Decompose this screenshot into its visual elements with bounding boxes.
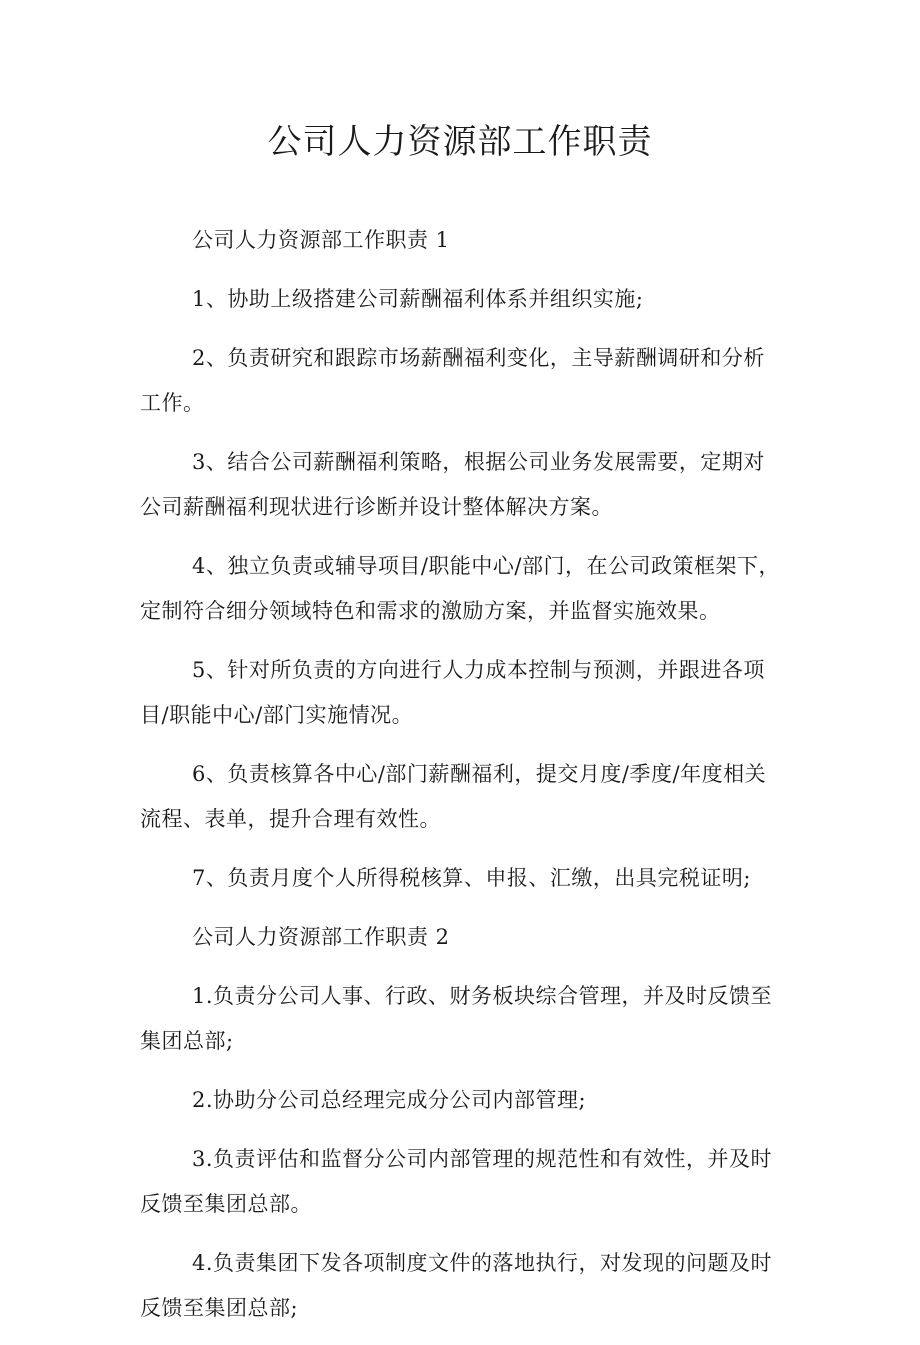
duty-item: 5、针对所负责的方向进行人力成本控制与预测，并跟进各项目/职能中心/部门实施情况。 [140,658,765,727]
duty-item: 7、负责月度个人所得税核算、申报、汇缴，出具完税证明; [192,866,751,890]
duty-item: 6、负责核算各中心/部门薪酬福利，提交月度/季度/年度相关流程、表单，提升合理有效性。 [140,762,767,831]
duty-item: 2、负责研究和跟踪市场薪酬福利变化，主导薪酬调研和分析工作。 [140,346,765,415]
duty-item: 3.负责评估和监督分公司内部管理的规范性和有效性，并及时反馈至集团总部。 [140,1147,773,1216]
section-heading-2: 公司人力资源部工作职责 2 [192,925,450,949]
duty-item: 1.负责分公司人事、行政、财务板块综合管理，并及时反馈至集团总部; [140,984,773,1053]
duty-item: 4、独立负责或辅导项目/职能中心/部门，在公司政策框架下，定制符合细分领域特色和需求的激励方案，并监督实施效果。 [140,554,781,623]
section-heading-1: 公司人力资源部工作职责 1 [192,228,450,252]
duty-item: 4.负责集团下发各项制度文件的落地执行，对发现的问题及时反馈至集团总部; [140,1251,773,1320]
duty-item: 3、结合公司薪酬福利策略，根据公司业务发展需要，定期对公司薪酬福利现状进行诊断并设计整体解决方案。 [140,450,765,519]
duty-item: 2.协助分公司总经理完成分公司内部管理; [192,1088,587,1112]
document-body [140,218,782,1345]
page-title: 公司人力资源部工作职责 [267,122,653,162]
duty-item: 1、协助上级搭建公司薪酬福利体系并组织实施; [192,287,644,311]
